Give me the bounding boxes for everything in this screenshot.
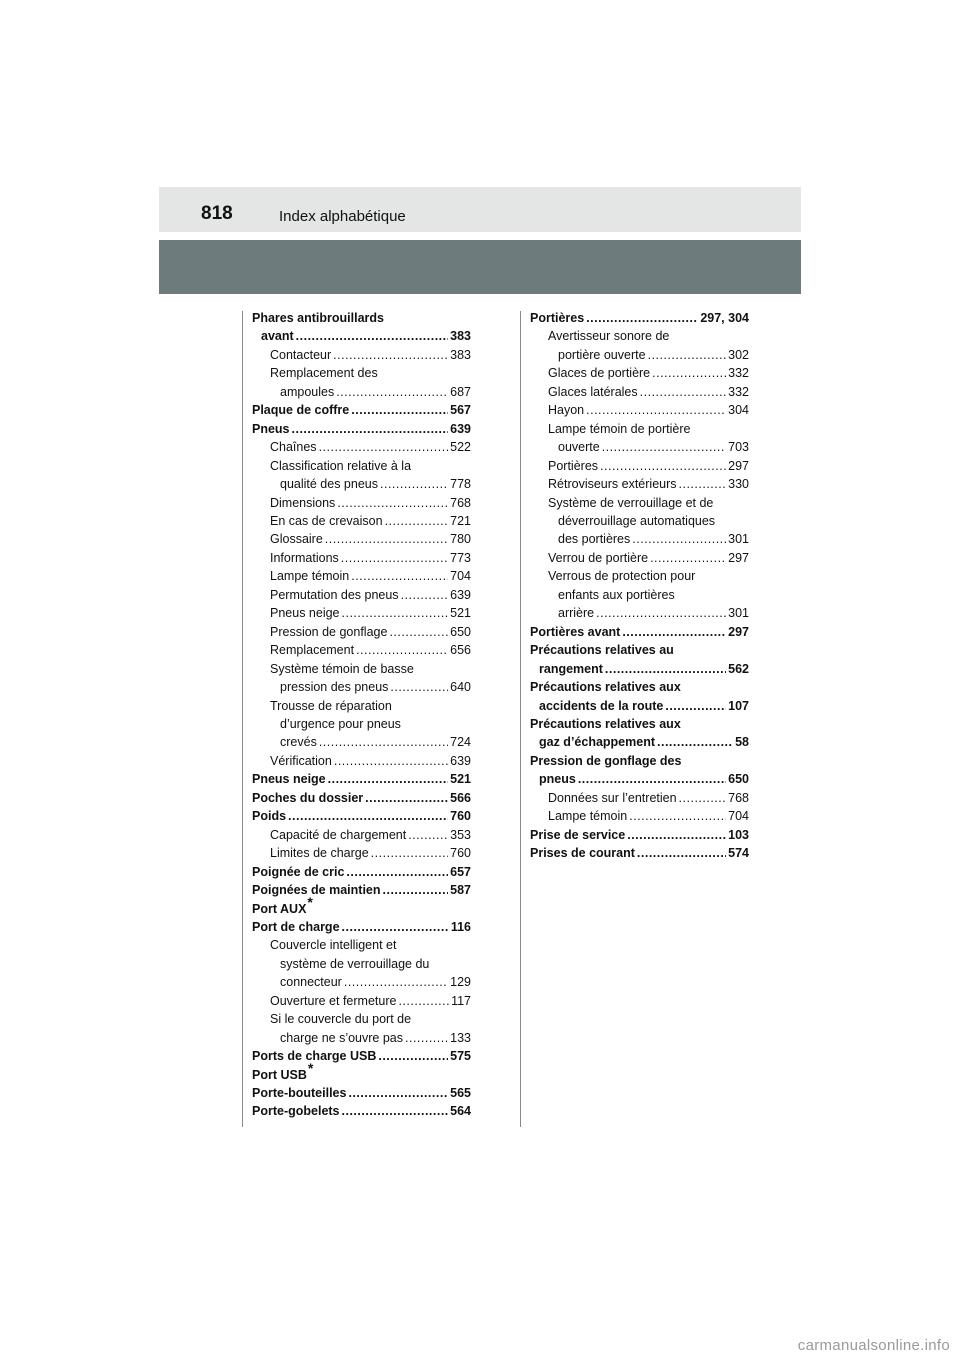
entry-text: Précautions relatives au — [530, 643, 674, 658]
leader-dots — [405, 1029, 448, 1047]
leader-dots — [288, 807, 448, 825]
index-column-left — [252, 309, 471, 1121]
index-entry — [530, 678, 749, 696]
index-entry — [530, 660, 749, 678]
entry-text: Chaînes — [270, 440, 317, 455]
index-entry — [530, 623, 749, 641]
index-subentry — [530, 604, 749, 622]
page-reference: 760 — [450, 809, 471, 824]
page-reference: 297 — [728, 458, 749, 473]
page-reference: 521 — [450, 772, 471, 787]
entry-text: Lampe témoin — [548, 809, 628, 824]
page-reference: 587 — [450, 883, 471, 898]
entry-text: Prise de service — [530, 827, 626, 842]
index-subentry — [252, 567, 471, 585]
index-subentry — [252, 604, 471, 622]
leader-dots — [401, 586, 449, 604]
leader-dots — [602, 438, 726, 456]
leader-dots — [371, 844, 448, 862]
leader-dots — [632, 530, 726, 548]
index-subentry — [252, 697, 471, 715]
index-entry — [252, 863, 471, 881]
page-reference: 704 — [450, 569, 471, 584]
index-entry — [530, 641, 749, 659]
entry-text: Vérification — [270, 753, 332, 768]
page-reference: 639 — [450, 753, 471, 768]
index-subentry — [530, 567, 749, 585]
index-subentry — [252, 1010, 471, 1028]
entry-text: enfants aux portières — [558, 587, 675, 602]
index-subentry — [252, 364, 471, 382]
entry-text: Phares antibrouillards — [252, 311, 384, 325]
page-reference: 574 — [728, 846, 749, 861]
leader-dots — [346, 863, 448, 881]
center-column-divider — [520, 311, 521, 1127]
index-entry — [252, 789, 471, 807]
section-title: Index alphabétique — [279, 208, 406, 225]
entry-text: pneus — [539, 772, 576, 787]
index-subentry — [252, 475, 471, 493]
page-reference: 704 — [728, 809, 749, 824]
entry-text: Pneus neige — [252, 772, 326, 787]
leader-dots — [365, 789, 448, 807]
index-subentry — [252, 549, 471, 567]
leader-dots — [385, 512, 449, 530]
index-subentry — [252, 346, 471, 364]
entry-text: d’urgence pour pneus — [280, 716, 401, 731]
index-entry — [530, 715, 749, 733]
entry-text: Trousse de réparation — [270, 698, 392, 713]
page-reference: 778 — [450, 477, 471, 492]
leader-dots — [408, 826, 448, 844]
page-reference: 650 — [450, 624, 471, 639]
entry-text: système de verrouillage du — [280, 956, 430, 971]
entry-text: Port USB — [252, 1067, 307, 1082]
page-reference: 117 — [451, 993, 471, 1008]
entry-text: En cas de crevaison — [270, 513, 383, 528]
entry-text: pression des pneus — [280, 680, 389, 695]
entry-text: Portières — [530, 311, 585, 325]
index-subentry — [252, 438, 471, 456]
entry-text: Pression de gonflage des — [530, 753, 682, 768]
index-subentry — [252, 457, 471, 475]
leader-dots — [586, 401, 726, 419]
entry-text: Verrous de protection pour — [548, 569, 696, 584]
page-reference: 768 — [728, 790, 749, 805]
leader-dots — [292, 420, 449, 438]
leader-dots — [380, 475, 448, 493]
entry-text: avant — [261, 329, 294, 344]
entry-text: déverrouillage automatiques — [558, 513, 716, 528]
index-subentry — [530, 327, 749, 345]
leader-dots — [390, 678, 448, 696]
page-reference: 639 — [450, 587, 471, 602]
entry-text: Données sur l’entretien — [548, 790, 677, 805]
page-reference: 760 — [450, 846, 471, 861]
entry-text: Port de charge — [252, 919, 340, 934]
page-reference: 564 — [450, 1104, 471, 1119]
index-subentry — [530, 457, 749, 475]
entry-text: Hayon — [548, 403, 585, 418]
index-subentry — [252, 992, 471, 1010]
entry-text: Dimensions — [270, 495, 336, 510]
footnote-asterisk: * — [307, 893, 313, 910]
entry-text: ouverte — [558, 440, 600, 455]
entry-text: Informations — [270, 550, 339, 565]
page-reference: 116 — [450, 919, 471, 934]
index-entry — [530, 752, 749, 770]
index-subentry — [530, 789, 749, 807]
leader-dots — [344, 973, 448, 991]
page-reference: 687 — [450, 384, 471, 399]
leader-dots — [622, 623, 726, 641]
entry-text: gaz d’échappement — [539, 735, 655, 750]
entry-text: Poignée de cric — [252, 864, 345, 879]
entry-text: Limites de charge — [270, 846, 369, 861]
index-subentry — [530, 364, 749, 382]
entry-text: Poignées de maintien — [252, 883, 381, 898]
leader-dots — [319, 438, 449, 456]
index-entry — [530, 844, 749, 862]
index-subentry — [252, 678, 471, 696]
page-reference: 353 — [450, 827, 471, 842]
leader-dots — [337, 494, 448, 512]
index-entry — [252, 309, 471, 327]
index-subentry — [252, 494, 471, 512]
index-subentry — [252, 512, 471, 530]
leader-dots — [605, 660, 726, 678]
entry-text: Glossaire — [270, 532, 323, 547]
page-reference: 133 — [450, 1030, 471, 1045]
leader-dots — [398, 992, 449, 1010]
entry-text: charge ne s’ouvre pas — [280, 1030, 403, 1045]
index-subentry — [252, 623, 471, 641]
leader-dots — [586, 309, 698, 327]
entry-text: Porte-bouteilles — [252, 1086, 347, 1101]
entry-text: Pneus — [252, 421, 290, 436]
leader-dots — [383, 881, 449, 899]
leader-dots — [351, 401, 448, 419]
page-reference: 703 — [728, 440, 749, 455]
leader-dots — [336, 383, 448, 401]
index-entry — [252, 881, 471, 899]
page-reference: 297 — [728, 550, 749, 565]
page-reference: 721 — [450, 513, 471, 528]
entry-text: Remplacement des — [270, 366, 378, 381]
entry-text: accidents de la route — [539, 698, 664, 713]
entry-text: Plaque de coffre — [252, 403, 350, 418]
leader-dots — [679, 789, 727, 807]
page-reference: 301 — [728, 532, 749, 547]
page-reference: 567 — [450, 403, 471, 418]
leader-dots — [296, 327, 448, 345]
entry-text: Lampe témoin de portière — [548, 421, 691, 436]
leader-dots — [389, 623, 448, 641]
index-subentry — [530, 494, 749, 512]
index-entry — [252, 807, 471, 825]
index-subentry — [530, 475, 749, 493]
entry-text: Rétroviseurs extérieurs — [548, 477, 677, 492]
page-reference: 297, 304 — [700, 311, 749, 325]
index-subentry — [252, 383, 471, 401]
leader-dots — [650, 549, 726, 567]
page-reference: 332 — [728, 384, 749, 399]
index-subentry — [252, 530, 471, 548]
index-entry — [252, 918, 471, 936]
footnote-asterisk: * — [307, 1059, 314, 1076]
index-entry — [252, 770, 471, 788]
index-subentry — [530, 807, 749, 825]
index-entry — [530, 697, 749, 715]
index-subentry — [530, 549, 749, 567]
entry-text: portière ouverte — [558, 347, 646, 362]
page-reference: 107 — [728, 698, 749, 713]
page-reference: 639 — [450, 421, 471, 436]
section-band — [159, 240, 801, 294]
page-reference: 562 — [728, 661, 749, 676]
entry-text: Classification relative à la — [270, 458, 412, 473]
entry-text: connecteur — [280, 975, 342, 990]
leader-dots — [328, 770, 449, 788]
page-reference: 302 — [728, 347, 749, 362]
leader-dots — [351, 567, 448, 585]
index-column-right — [530, 309, 749, 863]
page-reference: 768 — [450, 495, 471, 510]
leader-dots — [627, 826, 726, 844]
page-reference: 565 — [450, 1086, 471, 1101]
page-reference: 330 — [728, 477, 749, 492]
index-entry — [530, 826, 749, 844]
index-subentry — [252, 660, 471, 678]
entry-text: Précautions relatives aux — [530, 680, 681, 695]
page-reference: 656 — [450, 643, 471, 658]
entry-text: Contacteur — [270, 347, 332, 362]
page-reference: 58 — [735, 735, 749, 750]
index-subentry — [252, 844, 471, 862]
index-entry — [530, 733, 749, 751]
page-reference: 522 — [450, 440, 471, 455]
index-entry — [252, 1047, 471, 1065]
leader-dots — [378, 1047, 448, 1065]
leader-dots — [640, 383, 727, 401]
index-entry — [252, 1059, 471, 1084]
page-reference: 383 — [450, 347, 471, 362]
leader-dots — [325, 530, 448, 548]
watermark: carmanualsonline.info — [797, 1337, 950, 1354]
leader-dots — [342, 604, 449, 622]
page-reference: 304 — [728, 403, 749, 418]
entry-text: Avertisseur sonore de — [548, 329, 670, 344]
entry-text: rangement — [539, 661, 603, 676]
index-subentry — [252, 641, 471, 659]
page-reference: 780 — [450, 532, 471, 547]
entry-text: Lampe témoin — [270, 569, 350, 584]
leader-dots — [341, 549, 448, 567]
left-column-divider — [242, 311, 243, 1127]
entry-text: Ouverture et fermeture — [270, 993, 397, 1008]
leader-dots — [348, 1084, 448, 1102]
leader-dots — [629, 807, 726, 825]
index-subentry — [530, 346, 749, 364]
page-reference: 773 — [450, 550, 471, 565]
leader-dots — [356, 641, 448, 659]
entry-text: Si le couvercle du port de — [270, 1012, 412, 1027]
page-reference: 575 — [450, 1049, 471, 1064]
page-reference: 724 — [450, 735, 471, 750]
index-subentry — [530, 530, 749, 548]
entry-text: ampoules — [280, 384, 335, 399]
page-reference: 297 — [728, 624, 749, 639]
index-subentry — [252, 955, 471, 973]
index-subentry — [530, 401, 749, 419]
leader-dots — [596, 604, 726, 622]
leader-dots — [679, 475, 727, 493]
leader-dots — [578, 770, 726, 788]
page-number: 818 — [201, 203, 233, 224]
entry-text: Remplacement — [270, 643, 355, 658]
page-reference: 383 — [450, 329, 471, 344]
leader-dots — [342, 1102, 449, 1120]
index-subentry — [530, 383, 749, 401]
entry-text: Système témoin de basse — [270, 661, 414, 676]
entry-text: Prises de courant — [530, 846, 635, 861]
page-reference: 129 — [450, 975, 471, 990]
index-subentry — [530, 420, 749, 438]
entry-text: Poids — [252, 809, 287, 824]
index-subentry — [252, 826, 471, 844]
leader-dots — [342, 918, 449, 936]
leader-dots — [665, 697, 726, 715]
entry-text: des portières — [558, 532, 631, 547]
index-subentry — [252, 715, 471, 733]
index-entry — [530, 309, 749, 327]
index-entry — [252, 420, 471, 438]
page-reference: 657 — [450, 864, 471, 879]
entry-text: Ports de charge USB — [252, 1049, 377, 1064]
leader-dots — [657, 733, 733, 751]
entry-text: Porte-gobelets — [252, 1104, 340, 1119]
index-subentry — [530, 512, 749, 530]
entry-text: crevés — [280, 735, 317, 750]
leader-dots — [319, 733, 448, 751]
page-reference: 566 — [450, 790, 471, 805]
page-reference: 103 — [728, 827, 749, 842]
entry-text: Portières avant — [530, 624, 621, 639]
index-subentry — [252, 1029, 471, 1047]
page-reference: 301 — [728, 606, 749, 621]
entry-text: Poches du dossier — [252, 790, 364, 805]
header-bar — [159, 187, 801, 232]
entry-text: Permutation des pneus — [270, 587, 399, 602]
entry-text: Verrou de portière — [548, 550, 649, 565]
index-entry — [252, 1084, 471, 1102]
entry-text: qualité des pneus — [280, 477, 378, 492]
index-subentry — [252, 752, 471, 770]
entry-text: arrière — [558, 606, 595, 621]
index-entry — [252, 327, 471, 345]
index-entry — [530, 770, 749, 788]
index-entry — [252, 401, 471, 419]
index-subentry — [252, 733, 471, 751]
page-reference: 521 — [450, 606, 471, 621]
index-subentry — [252, 973, 471, 991]
entry-text: Pression de gonflage — [270, 624, 388, 639]
entry-text: Glaces latérales — [548, 384, 638, 399]
page-reference: 640 — [450, 680, 471, 695]
entry-text: Glaces de portière — [548, 366, 651, 381]
index-entry — [252, 893, 471, 918]
entry-text: Pneus neige — [270, 606, 340, 621]
entry-text: Port AUX — [252, 901, 307, 916]
leader-dots — [637, 844, 726, 862]
entry-text: Capacité de chargement — [270, 827, 407, 842]
leader-dots — [600, 457, 726, 475]
leader-dots — [333, 346, 448, 364]
page-reference: 332 — [728, 366, 749, 381]
leader-dots — [334, 752, 448, 770]
index-subentry — [252, 586, 471, 604]
entry-text: Portières — [548, 458, 599, 473]
entry-text: Précautions relatives aux — [530, 716, 681, 731]
index-subentry — [530, 438, 749, 456]
index-subentry — [252, 936, 471, 954]
entry-text: Couvercle intelligent et — [270, 938, 397, 953]
page-reference: 650 — [728, 772, 749, 787]
leader-dots — [652, 364, 726, 382]
index-entry — [252, 1102, 471, 1120]
index-subentry — [530, 586, 749, 604]
entry-text: Système de verrouillage et de — [548, 495, 714, 510]
leader-dots — [648, 346, 727, 364]
